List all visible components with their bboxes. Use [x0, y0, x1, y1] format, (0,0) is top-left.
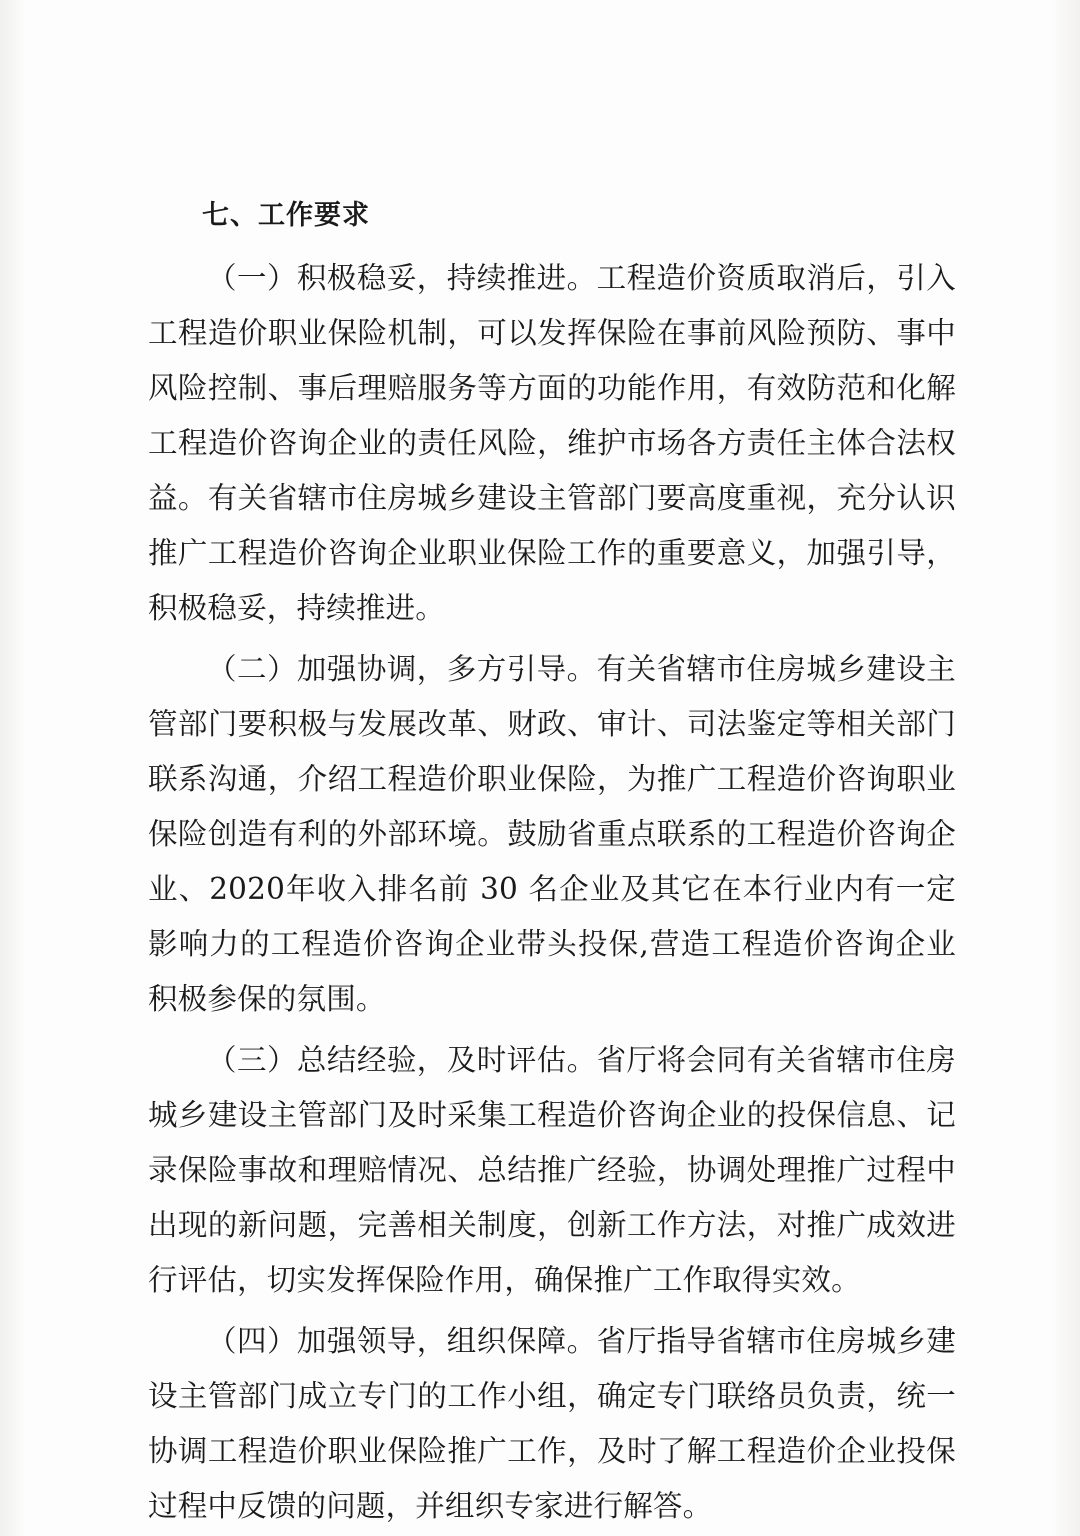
paragraph-3: （三）总结经验，及时评估。省厅将会同有关省辖市住房城乡建设主管部门及时采集工程造价咨询企业的投保信息、记录保险事故和理赔情况、总结推广经验，协调处理推广过程中出现的新问题，完善相关制度，创新工作方法，对推广成效进行评估，切实发挥保险作用，确保推广工作取得实效。 [148, 1042, 956, 1297]
section-heading: 七、工作要求 [202, 200, 370, 231]
paragraph-4: （四）加强领导，组织保障。省厅指导省辖市住房城乡建设主管部门成立专门的工作小组，确定专门联络员负责，统一协调工程造价职业保险推广工作，及时了解工程造价企业投保过程中反馈的问题，并组织专家进行解答。 [148, 1323, 956, 1523]
paragraph-2: （二）加强协调，多方引导。有关省辖市住房城乡建设主管部门要积极与发展改革、财政、审计、司法鉴定等相关部门联系沟通，介绍工程造价职业保险，为推广工程造价咨询职业保险创造有利的外部环境。鼓励省重点联系的工程造价咨询企业、2020年收入排名前 30 名企业及其它在本行业内有一定影响力的工程造价咨询企业带头投保,营造工程造价咨询企业积极参保的氛围。 [148, 651, 956, 1016]
document-body [148, 196, 956, 1534]
paragraph-1: （一）积极稳妥，持续推进。工程造价资质取消后，引入工程造价职业保险机制，可以发挥保险在事前风险预防、事中风险控制、事后理赔服务等方面的功能作用，有效防范和化解工程造价咨询企业的责任风险，维护市场各方责任主体合法权益。有关省辖市住房城乡建设主管部门要高度重视，充分认识推广工程造价咨询企业职业保险工作的重要意义，加强引导，积极稳妥，持续推进。 [148, 260, 956, 625]
